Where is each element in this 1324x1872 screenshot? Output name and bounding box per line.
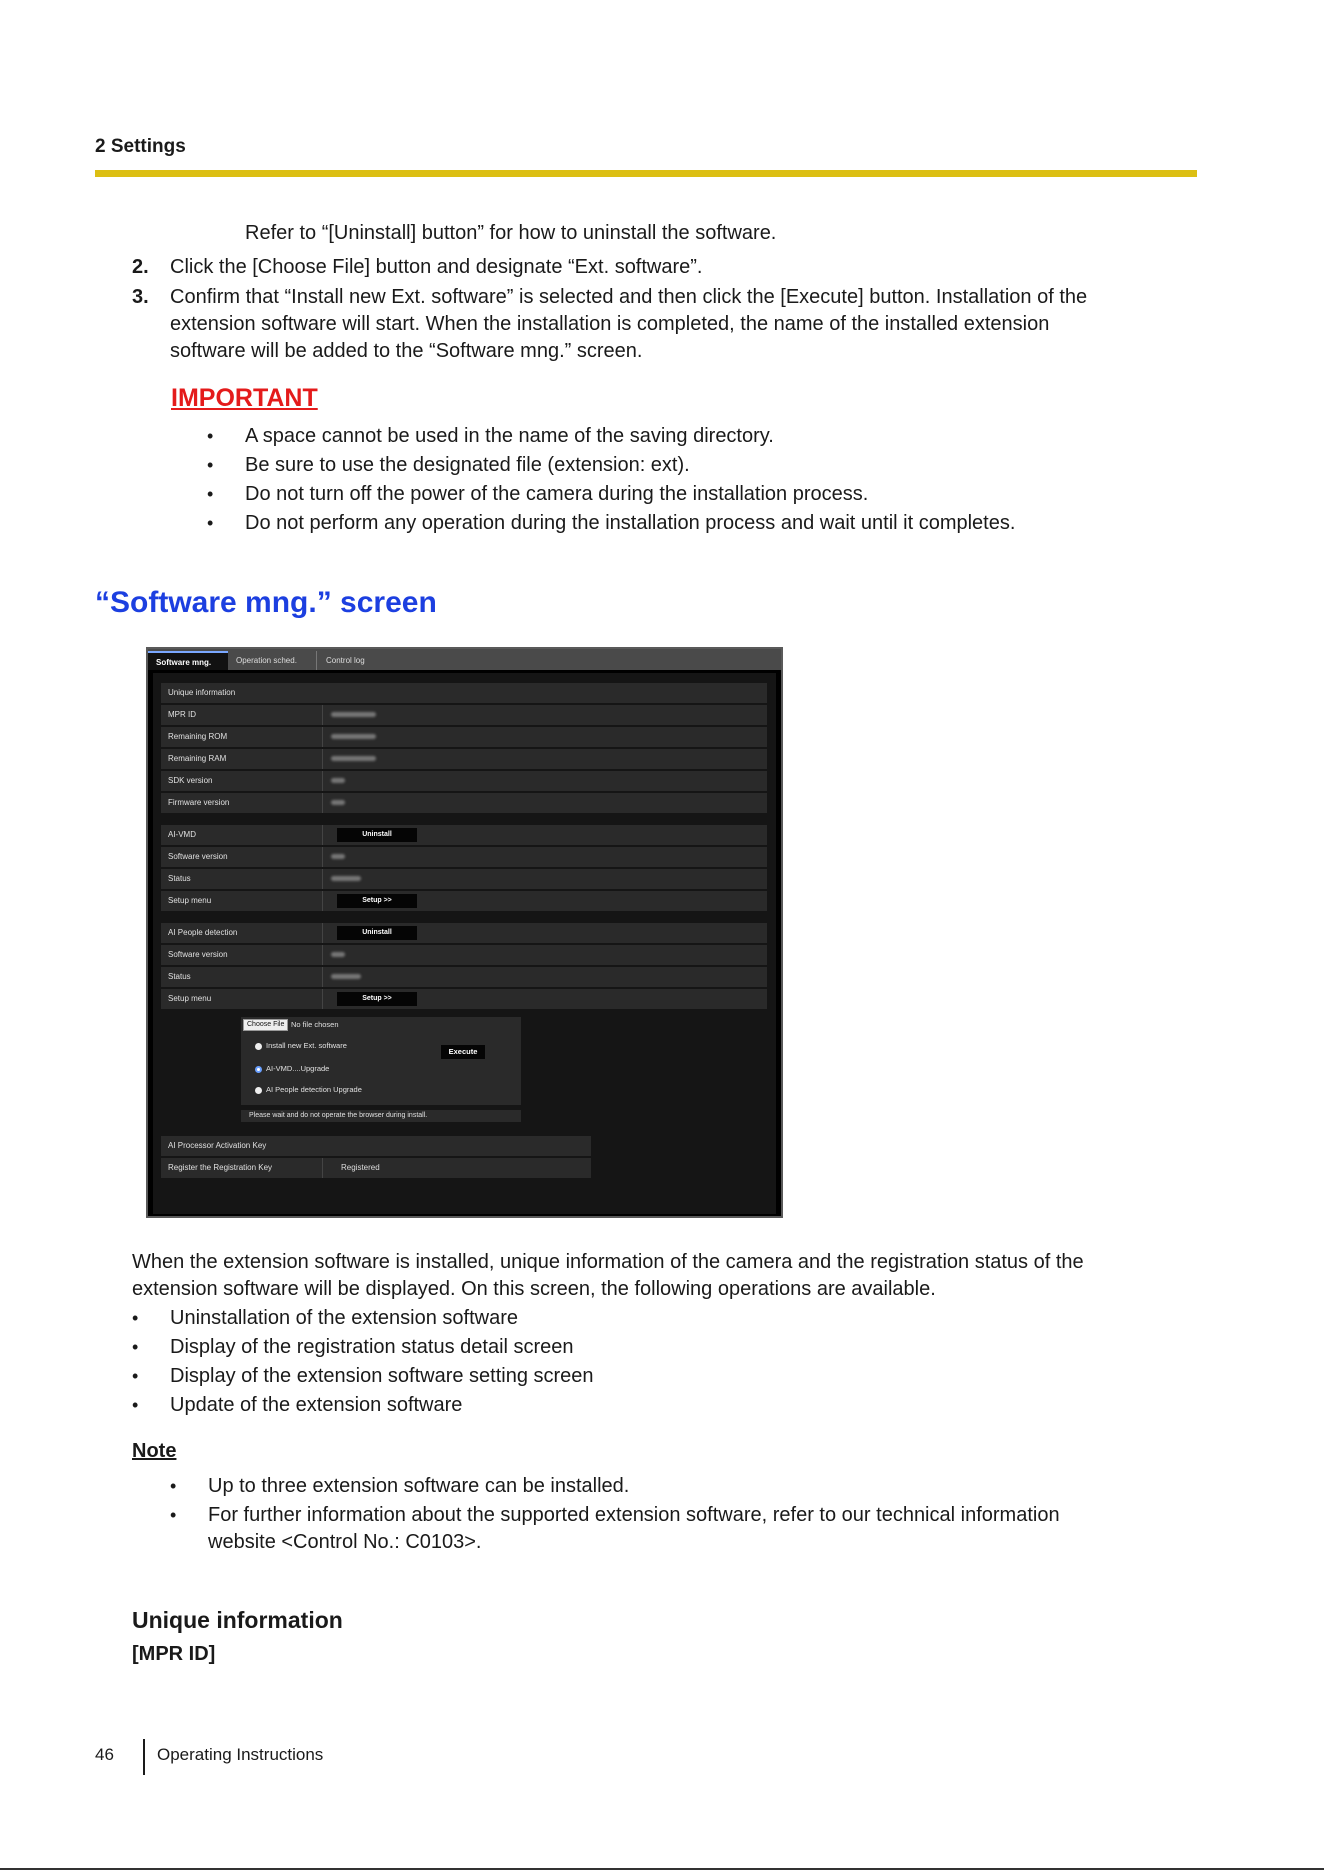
remaining-ram-row: Remaining RAM [161,749,767,769]
bullet-icon: • [207,455,214,475]
ai-vmd-software-version-row: Software version [161,847,767,867]
note-item-continuation: website <Control No.: C0103>. [208,1531,482,1553]
bullet-icon: • [170,1505,177,1525]
step-3-number: 3. [132,286,149,308]
radio-icon [255,1087,262,1094]
unique-info-header: Unique information [161,683,767,703]
tab-control-log[interactable]: Control log [326,656,365,665]
bullet-icon: • [132,1308,139,1328]
step-2-text: Click the [Choose File] button and designate “Ext. software”. [170,256,703,278]
important-heading: IMPORTANT [171,384,318,412]
important-item: Do not perform any operation during the installation process and wait until it completes. [245,512,1016,534]
setup-button[interactable]: Setup >> [337,992,417,1006]
footer-divider [143,1739,145,1775]
option-ai-vmd-upgrade[interactable]: AI-VMD....Upgrade [255,1064,329,1074]
footer-doc-title: Operating Instructions [157,1745,324,1764]
note-item: For further information about the supported extension software, refer to our technical information [208,1504,1060,1526]
description-line-2: extension software will be displayed. On this screen, the following operations are available. [132,1278,936,1300]
description-line-1: When the extension software is installed, unique information of the camera and the registration status of the [132,1251,1084,1273]
step-3-line-1: Confirm that “Install new Ext. software” is selected and then click the [Execute] button. Installation of the [170,286,1088,308]
note-item: Up to three extension software can be installed. [208,1475,630,1497]
page-number: 46 [95,1745,114,1764]
option-install-new[interactable]: Install new Ext. software [255,1041,347,1051]
ai-people-status-row: Status [161,967,767,987]
wait-message: Please wait and do not operate the browser during install. [241,1110,521,1122]
unique-info-heading: Unique information [132,1607,343,1633]
ai-vmd-status-row: Status [161,869,767,889]
tab-software-mng[interactable]: Software mng. [148,651,228,670]
important-item: Do not turn off the power of the camera during the installation process. [245,483,869,505]
operation-item: Display of the extension software setting screen [170,1365,594,1387]
bullet-icon: • [170,1476,177,1496]
settings-panel [153,673,776,1214]
bullet-icon: • [207,484,214,504]
sdk-version-row: SDK version [161,771,767,791]
note-heading: Note [132,1440,177,1462]
choose-file-button[interactable]: Choose File [243,1019,288,1031]
ai-people-setup-row: Setup menu Setup >> [161,989,767,1009]
mpr-id-heading: [MPR ID] [132,1643,216,1665]
bullet-icon: • [207,513,214,533]
ai-vmd-setup-row: Setup menu Setup >> [161,891,767,911]
uninstall-button[interactable]: Uninstall [337,828,417,842]
software-mng-screenshot [146,647,783,1218]
firmware-version-row: Firmware version [161,793,767,813]
mpr-id-row: MPR ID [161,705,767,725]
step-3-line-2: extension software will start. When the installation is completed, the name of the installed extension [170,313,1050,335]
ai-vmd-row: AI-VMD Uninstall [161,825,767,845]
bullet-icon: • [132,1395,139,1415]
section-header: 2 Settings [95,136,186,157]
bullet-icon: • [132,1366,139,1386]
bullet-icon: • [132,1337,139,1357]
setup-button[interactable]: Setup >> [337,894,417,908]
operation-item: Update of the extension software [170,1394,463,1416]
radio-icon [255,1043,262,1050]
option-ai-people-upgrade[interactable]: AI People detection Upgrade [255,1085,362,1095]
important-item: A space cannot be used in the name of the saving directory. [245,425,774,447]
register-key-row: Register the Registration Key Registered [161,1158,591,1178]
activation-key-header: AI Processor Activation Key [161,1136,591,1156]
uninstall-button[interactable]: Uninstall [337,926,417,940]
bullet-icon: • [207,426,214,446]
operation-item: Uninstallation of the extension software [170,1307,518,1329]
tab-operation-sched[interactable]: Operation sched. [228,651,317,670]
header-rule [95,170,1197,177]
ai-people-software-version-row: Software version [161,945,767,965]
ai-people-row: AI People detection Uninstall [161,923,767,943]
execute-button[interactable]: Execute [441,1045,485,1059]
step-intro: Refer to “[Uninstall] button” for how to uninstall the software. [245,222,777,244]
radio-selected-icon [255,1066,262,1073]
important-item: Be sure to use the designated file (extension: ext). [245,454,690,476]
tab-bar [148,649,781,670]
page-bottom-border [0,1868,1324,1870]
step-2-number: 2. [132,256,149,278]
step-3-line-3: software will be added to the “Software mng.” screen. [170,340,643,362]
screen-heading: “Software mng.” screen [95,586,437,619]
remaining-rom-row: Remaining ROM [161,727,767,747]
operation-item: Display of the registration status detail screen [170,1336,574,1358]
no-file-chosen-text: No file chosen [291,1020,339,1029]
install-group [241,1017,521,1105]
